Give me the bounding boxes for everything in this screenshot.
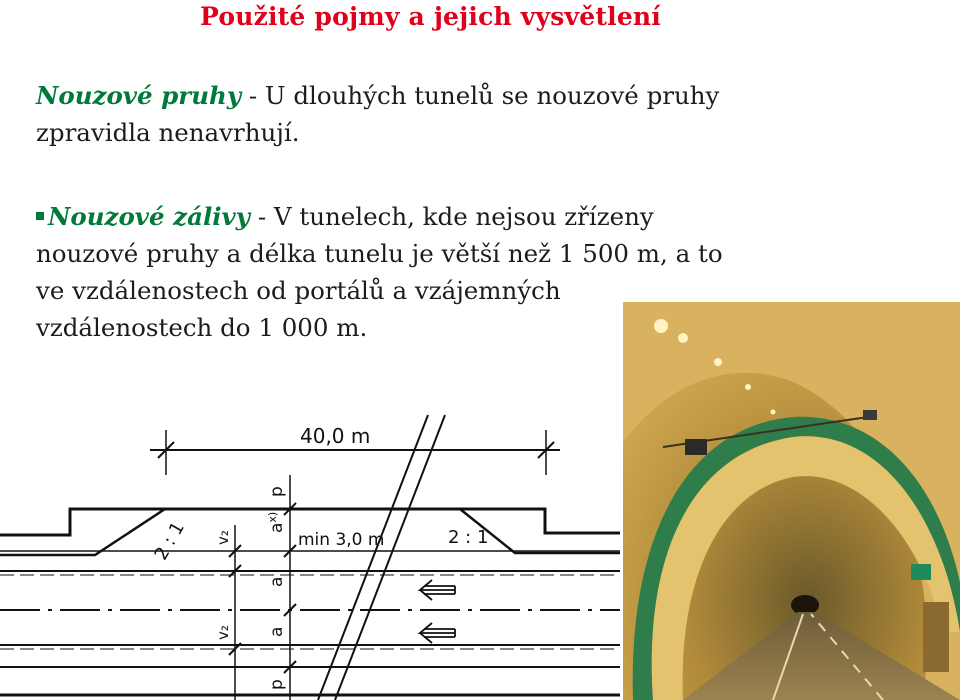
dim-v2-top: v₂: [214, 530, 232, 545]
paragraph-line: ve vzdálenostech od portálů a vzájemných: [36, 276, 561, 305]
bullet-square-icon: [36, 212, 44, 220]
term-emergency-bays: Nouzové zálivy: [48, 202, 251, 231]
tunnel-photo: [623, 302, 960, 700]
paragraph-line: vzdálenostech do 1 000 m.: [36, 313, 368, 342]
dim-min-label: min 3,0 m: [298, 530, 385, 550]
term-emergency-lanes: Nouzové pruhy: [36, 81, 242, 110]
definition-text: - U dlouhých tunelů se nouzové pruhy: [241, 81, 720, 110]
dim-length-label: 40,0 m: [300, 424, 371, 448]
page-title: Použité pojmy a jejich vysvětlení: [200, 2, 661, 31]
paragraph-emergency-bays: [36, 198, 723, 346]
paragraph-line: zpravidla nenavrhují.: [36, 118, 300, 147]
dim-a-1: a: [267, 576, 287, 587]
dim-p-top: p: [267, 486, 287, 497]
dim-ax: $a^{x)}$: [266, 511, 287, 533]
slope-left-label: 2 : 1: [150, 518, 189, 564]
paragraph-emergency-lanes: [36, 77, 719, 151]
emergency-bay-diagram: [0, 405, 620, 700]
paragraph-line: nouzové pruhy a délka tunelu je větší než 1 500 m, a to: [36, 239, 723, 268]
dim-a-2: a: [267, 626, 287, 637]
paragraph-line: [36, 198, 723, 235]
slope-right-label: 2 : 1: [448, 527, 489, 548]
definition-text: - V tunelech, kde nejsou zřízeny: [250, 202, 654, 231]
dim-p-bottom: p: [267, 679, 287, 690]
dim-v2-bottom: v₂: [214, 625, 232, 640]
paragraph-line: [36, 77, 719, 114]
